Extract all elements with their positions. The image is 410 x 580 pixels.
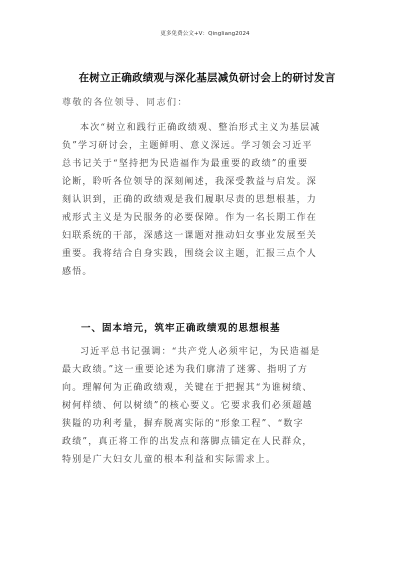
text-line: 特别是广大妇女儿童的根本利益和实际需求上。 bbox=[62, 455, 277, 465]
text-line: 感悟。 bbox=[62, 267, 93, 277]
text-line: 习近平总书记强调：“共产党人必须牢记，为民造福是 bbox=[80, 347, 321, 357]
text-line: 重要。我将结合自身实践，围绕会议主题，汇报三点个人 bbox=[62, 249, 318, 259]
text-line: 刻认识到，正确的政绩观是我们履职尽责的思想根基，力 bbox=[62, 195, 318, 205]
text-line: 树何样绩、何以树绩”的核心要义。它要求我们必须超越 bbox=[62, 401, 313, 411]
paragraph-section-one bbox=[62, 343, 344, 469]
text-line: 向。理解何为正确政绩观，关键在于把握其“为谁树绩、 bbox=[62, 383, 313, 393]
text-line: 本次“树立和践行正确政绩观、整治形式主义为基层减 bbox=[80, 123, 321, 133]
text-line: 妇联系统的干部，深感这一课题对推动妇女事业发展至关 bbox=[62, 231, 318, 241]
text-line: 总书记关于“坚持把为民造福作为最重要的政绩”的重要 bbox=[62, 159, 309, 169]
text-line: 狭隘的功利考量，摒弃脱离实际的“形象工程”、“数字 bbox=[62, 419, 304, 429]
text-line: 戒形式主义是为民服务的必要保障。作为一名长期工作在 bbox=[62, 213, 318, 223]
paragraph-intro bbox=[62, 119, 344, 281]
text-line: 负”学习研讨会，主题鲜明、意义深远。学习领会习近平 bbox=[62, 141, 313, 151]
salutation: 尊敬的各位领导、同志们： bbox=[62, 98, 189, 108]
document-title: 在树立正确政绩观与深化基层减负研讨会上的研讨发言 bbox=[78, 72, 336, 84]
section-heading: 一、固本培元，筑牢正确政绩观的思想根基 bbox=[81, 323, 281, 334]
text-line: 最大政绩。”这一重要论述为我们廓清了迷雾、指明了方 bbox=[62, 365, 309, 375]
text-line: 政绩”，真正将工作的出发点和落脚点锚定在人民群众， bbox=[62, 437, 313, 447]
text-line: 论断，聆听各位领导的深刻阐述，我深受教益与启发。深 bbox=[62, 177, 318, 187]
header-note: 更多免费公文+V：Qingliang2024 bbox=[160, 31, 250, 37]
